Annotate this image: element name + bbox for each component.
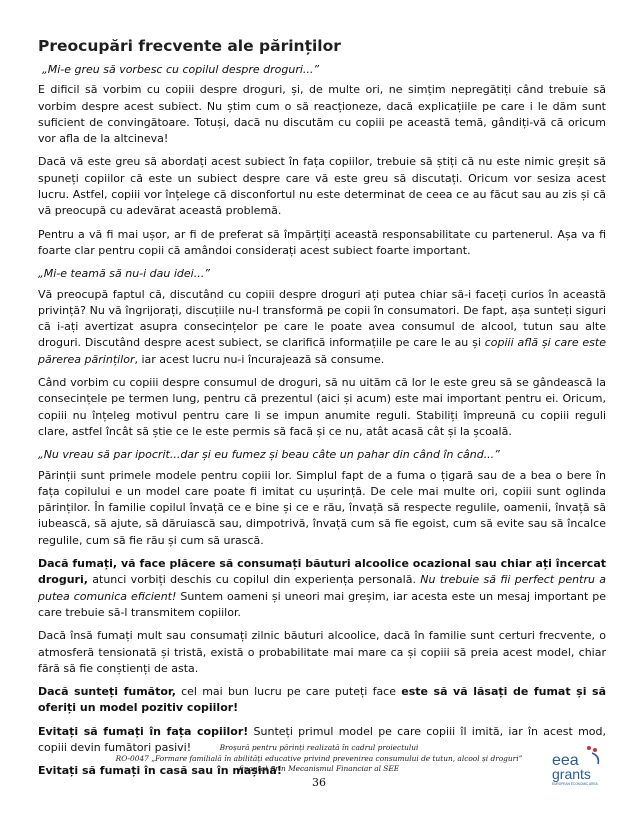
footer-line-3: finanțat prin Mecanismul Financiar al SEE [238, 764, 400, 773]
paragraph-4-end: , iar acest lucru nu-i încurajează să consume. [134, 352, 385, 366]
paragraph-6: Părinții sunt primele modele pentru copiii lor. Simplul fapt de a fuma o țigară sau de a bea o bere în fața copilului e un model care poate fi imitat cu ușurință. De cele mai multe ori, copiii sunt oglinda părinților. În familie copilul învață ce e bine și ce e rău, învață să respecte regulile, oamenii, învață să iubească, să ajute, să dăruiască sau, dimpotrivă, învață cum să fie egoist, cum să evite sau să încalce regulile, cum să fie rău și cum să urască. [38, 468, 606, 547]
paragraph-10-bold: Evitați să fumați în fața copiilor! [38, 724, 249, 738]
page-heading: Preocupări frecvente ale părinților [38, 37, 341, 55]
paragraph-3: Pentru a vă fi mai ușor, ar fi de preferat să împărțiți această responsabilitate cu partenerul. Așa va fi foarte clar pentru copii că amândoi considerați acest subiect foarte important. [38, 227, 606, 257]
quote-2: „Mi-e teamă să nu-i dau idei...” [38, 267, 210, 281]
quote-3: „Nu vreau să par ipocrit...dar și eu fumez și beau câte un pahar din când în când...” [38, 448, 500, 462]
paragraph-7 [38, 556, 606, 621]
paragraph-11-bold: Evitați să fumați în casă sau în mașină! [38, 764, 282, 778]
page-number: 36 [312, 776, 326, 789]
logo-text-grants: grants [552, 766, 591, 782]
logo-mark [587, 746, 598, 764]
eea-grants-logo-icon [548, 744, 618, 786]
paragraph-1: E dificil să vorbim cu copiii despre droguri, și, de multe ori, ne simțim nepregătiți când trebuie să vorbim despre acest subiect. Nu știm cum o să reacționeze, dacă explicațiile pe care i le dăm sunt suficient de convingătoare. Totuși, dacă nu discutăm cu copiii pe această temă, gândiți-vă că oricum vor afla de la altcineva! [38, 83, 606, 146]
paragraph-9-bold: Dacă sunteți fumător, [38, 685, 176, 699]
paragraph-7-bold: Dacă fumați, vă face plăcere să consumați băuturi alcoolice ocazional sau chiar ați încercat droguri, [38, 557, 606, 587]
quote-1: „Mi-e greu să vorbesc cu copilul despre droguri...” [42, 63, 320, 76]
paragraph-4-text: Vă preocupă faptul că, discutând cu copiii despre droguri ați putea chiar să-i faceți curios în această privință? Nu vă îngrijorați, discuțiile nu-l transformă pe copii în consumatori. De fapt, așa sunteți siguri că i-ați avertizat asupra consecințelor pe care le poate avea consumul de alcool, tutun sau alte droguri. Discutând despre acest subiect, se clarifică informațiile pe care le au și [38, 287, 606, 350]
footer-line-2: RO-0047 „Formare familială în abilități educative privind prevenirea consumului de tutun, alcool și droguri” [115, 753, 523, 763]
logo-dot-red-2 [593, 748, 597, 752]
footer-line-1: Broșură pentru părinți realizată în cadrul proiectului [219, 743, 419, 752]
paragraph-9 [38, 684, 606, 717]
paragraph-4 [38, 287, 606, 368]
paragraph-7-end: Suntem oameni și uneori mai greșim, iar acesta este un mesaj important pe care trebuie să-l transmitem copiilor. [38, 589, 606, 619]
logo-dot-red [587, 746, 591, 750]
paragraph-9-bold-end: este să vă lăsați de fumat și să oferiți un model pozitiv copiilor! [38, 685, 607, 715]
footer [0, 743, 638, 778]
paragraph-7-italic: Nu trebuie să fii perfect pentru a putea comunica eficient! [38, 573, 606, 603]
paragraph-10-text: Sunteți primul model pe care copiii îl imită, iar în acest mod, copiii devin fumători pasivi! [38, 724, 606, 754]
paragraph-8: Dacă însă fumați mult sau consumați zilnic băuturi alcoolice, dacă în familie sunt certuri frecvente, o atmosferă tensionată și tristă, există o probabilitate mai mare ca și copiii să preia acest model, chiar fără să fie conștienți de asta. [38, 629, 606, 675]
paragraph-4-italic: copiii află și care este părerea părinților [38, 336, 606, 366]
paragraph-9-text: cel mai bun lucru pe care puteți face [175, 685, 402, 699]
paragraph-7-text: atunci vorbiți deschis cu copilul din experiența personală. [87, 573, 421, 587]
paragraph-5: Când vorbim cu copiii despre consumul de droguri, să nu uităm că lor le este greu să se gândească la consecințele pe termen lung, pentru că prezentul (aici și acum) este mai important pentru ei. Oricum, copiii nu înțeleg motivul pentru care li se impun anumite reguli. Stabiliți împreună cu copiii reguli clare, astfel încât să știe ce le este permis să facă și ce nu, atât acasă cât și la școală. [38, 376, 606, 438]
logo-tagline: EUROPEAN ECONOMIC AREA [552, 782, 598, 786]
logo-text-eea: eea [552, 752, 579, 769]
logo-swoosh [592, 753, 598, 764]
paragraph-2: Dacă vă este greu să abordați acest subiect în fața copiilor, trebuie să știți că nu este nimic greșit să spuneți copiilor că este un subiect despre care vă este greu să discutați. Oricum vor sesiza acest lucru. Astfel, copiii vor înțelege că disconfortul nu este determinat de ceea ce au făcut sau au zis și că vă preocupă cu adevărat această problemă. [38, 155, 606, 218]
